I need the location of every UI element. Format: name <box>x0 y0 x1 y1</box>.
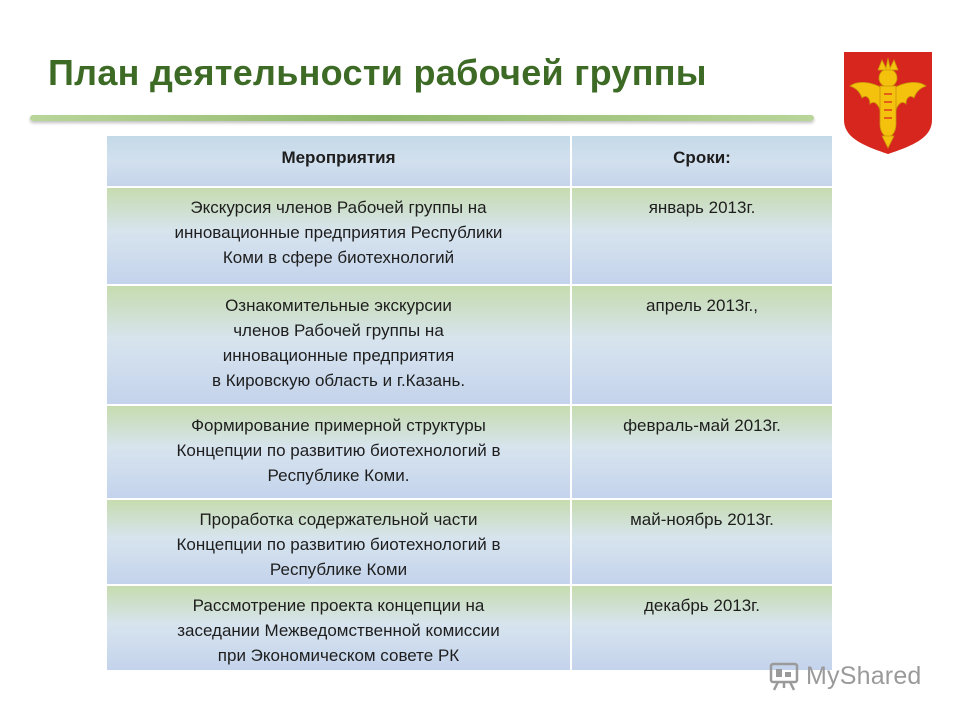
deadline-cell <box>571 499 833 585</box>
table-row <box>106 285 833 405</box>
event-text: Рассмотрение проекта концепции на заседании Межведомственной комиссии при Экономическом совете РК <box>177 596 500 665</box>
event-text: Формирование примерной структуры Концепции по развитию биотехнологий в Республике Коми. <box>176 416 501 485</box>
deadline-cell <box>571 405 833 499</box>
table-row <box>106 187 833 285</box>
deadline-text: декабрь 2013г. <box>643 596 761 615</box>
deadline-text: апрель 2013г., <box>646 296 758 315</box>
deadline-text: май-ноябрь 2013г. <box>630 510 774 529</box>
title-underline <box>30 115 814 121</box>
deadline-text: февраль-май 2013г. <box>623 416 781 435</box>
deadline-cell <box>571 187 833 285</box>
page-title: План деятельности рабочей группы <box>48 52 707 93</box>
event-cell <box>106 499 571 585</box>
header-deadlines: Сроки: <box>571 135 833 187</box>
myshared-watermark <box>768 659 922 693</box>
komi-coat-of-arms-icon <box>842 50 934 156</box>
bird-head <box>879 69 897 87</box>
event-cell <box>106 285 571 405</box>
deadline-text: январь 2013г. <box>648 198 756 217</box>
presentation-board-icon <box>768 660 800 692</box>
table-row <box>106 499 833 585</box>
event-text: Экскурсия членов Рабочей группы на инновационные предприятия Республики Коми в сфере биотехнологий <box>174 198 503 267</box>
event-cell <box>106 187 571 285</box>
event-cell <box>106 405 571 499</box>
activity-plan-table <box>105 134 834 672</box>
watermark-text: MyShared <box>806 661 922 690</box>
table-row <box>106 405 833 499</box>
table-row <box>106 585 833 671</box>
event-text: Проработка содержательной части Концепции по развитию биотехнологий в Республике Коми <box>176 510 501 579</box>
header-events: Мероприятия <box>106 135 571 187</box>
event-text: Ознакомительные экскурсии членов Рабочей группы на инновационные предприятия в Кировскую область и г.Казань. <box>211 296 466 390</box>
table-header-row <box>106 135 833 187</box>
deadline-cell <box>571 285 833 405</box>
event-cell <box>106 585 571 671</box>
